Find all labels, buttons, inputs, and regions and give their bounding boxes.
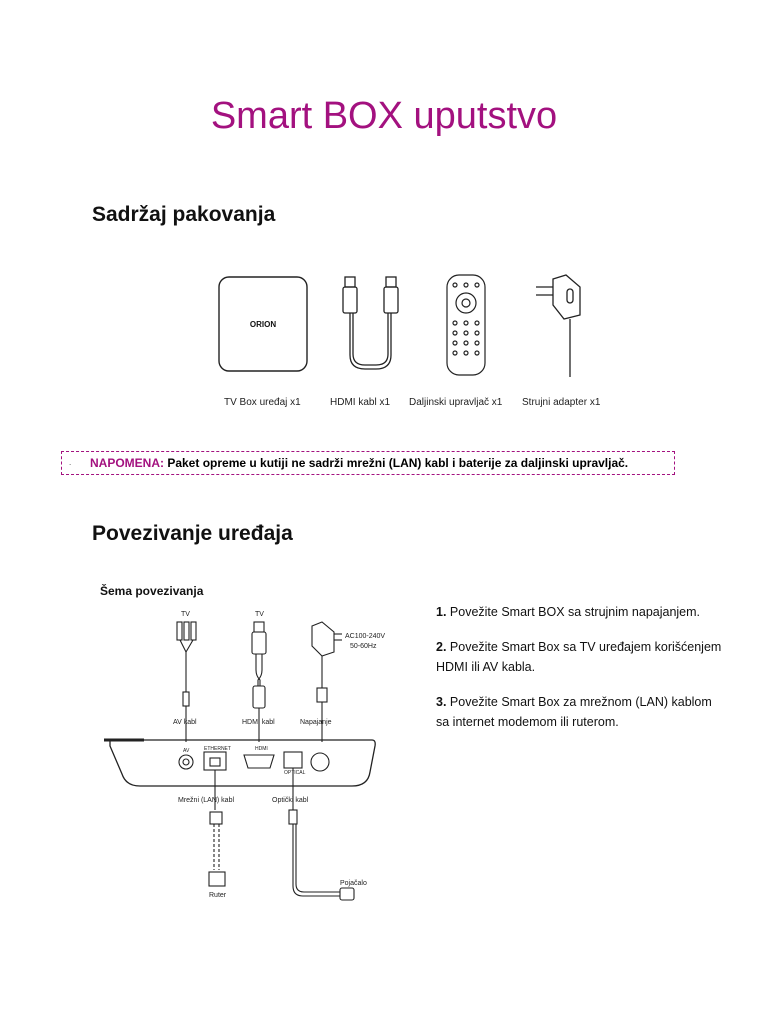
package-contents-illustration [210, 265, 610, 385]
router-label: Ruter [209, 892, 227, 899]
power-spec-1: AC100-240V [345, 633, 386, 640]
av-cable-label: AV kabl [173, 719, 197, 726]
step-2: 2. Povežite Smart Box sa TV uređajem korišćenjem HDMI ili AV kabla. [436, 640, 722, 674]
port-ethernet-label: ETHERNET [204, 746, 231, 752]
steps-list [436, 602, 726, 747]
orion-logo: ORION [249, 320, 277, 329]
router-icon [209, 872, 225, 886]
step-3: 3. Povežite Smart Box za mrežnom (LAN) kablom sa internet modemom ili ruterom. [436, 695, 712, 729]
port-av-label: AV [183, 748, 190, 754]
page-title: Smart BOX uputstvo [210, 95, 558, 137]
remote-control-image [447, 275, 485, 375]
tv-box-image [219, 277, 307, 371]
lan-cable-label: Mrežni (LAN) kabl [178, 797, 235, 804]
port-optical-label: OPTICAL [284, 770, 306, 776]
power-cable-label: Napajanje [300, 719, 332, 726]
step-1: 1. Povežite Smart BOX sa strujnim napajanjem. [436, 605, 701, 619]
tv-box-caption: TV Box uređaj x1 [224, 397, 301, 408]
adapter-caption: Strujni adapter x1 [522, 397, 601, 408]
note-bullet: . [69, 458, 72, 467]
connection-heading: Povezivanje uređaja [92, 522, 293, 545]
note-label: NAPOMENA: [90, 456, 164, 470]
tv-label-hdmi: TV [255, 611, 264, 618]
power-adapter-image [536, 275, 580, 377]
tv-label-av: TV [181, 611, 190, 618]
amplifier-label: Pojačalo [340, 880, 367, 887]
hdmi-cable-caption: HDMI kabl x1 [330, 397, 391, 408]
note-text: Paket opreme u kutiji ne sadrži mrežni (LAN) kabl i baterije za daljinski upravljač. [164, 456, 629, 470]
hdmi-cable-image [343, 277, 398, 369]
amplifier-plug-icon [340, 888, 354, 900]
box-rear-panel-image [104, 740, 375, 786]
port-hdmi-label: HDMI [255, 746, 268, 752]
note-box [61, 451, 675, 475]
package-heading: Sadržaj pakovanja [92, 203, 276, 226]
power-spec-2: 50-60Hz [350, 643, 377, 650]
hdmi-cable-label: HDMI kabl [242, 719, 275, 726]
diagram-title: Šema povezivanja [100, 584, 204, 598]
lan-cable-image [209, 770, 225, 886]
optical-cable-label: Optički kabl [272, 797, 309, 804]
remote-caption: Daljinski upravljač x1 [409, 397, 503, 408]
